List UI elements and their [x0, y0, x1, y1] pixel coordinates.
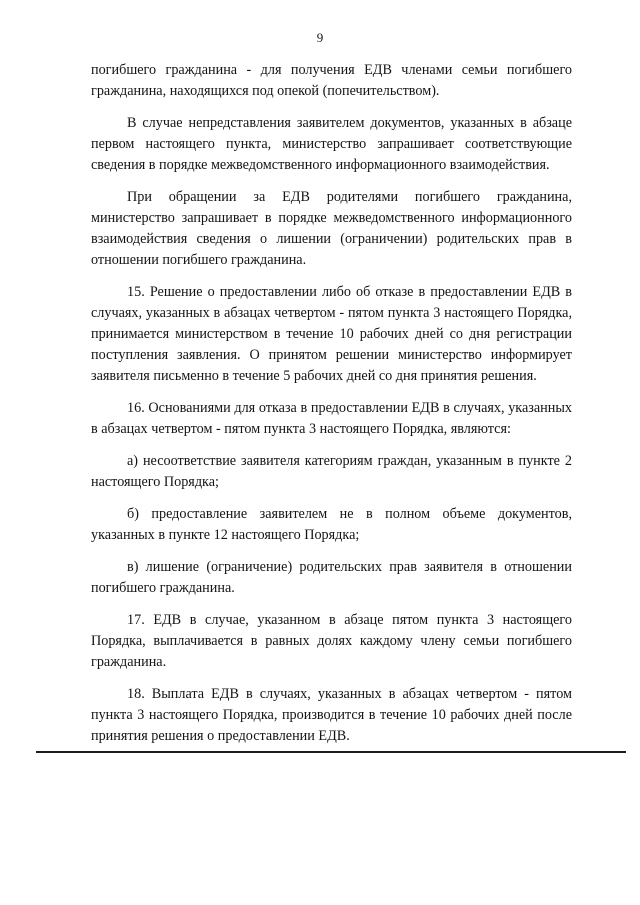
clause-15: 15. Решение о предоставлении либо об отказе в предоставлении ЕДВ в случаях, указанных в абзацах четвертом - пятом пункта 3 настоящего Порядка, принимается министерством в течение 10 рабочих дней со дня регистрации поступления заявления. О принятом решении министерство информирует заявителя письменно в течение 5 рабочих дней со дня принятия решения. — [91, 284, 572, 384]
clause-18: 18. Выплата ЕДВ в случаях, указанных в абзацах четвертом - пятом пункта 3 настоящего Порядка, производится в течение 10 рабочих дней после принятия решения о предоставлении ЕДВ. — [91, 686, 572, 744]
document-body — [91, 60, 572, 758]
clause-17: 17. ЕДВ в случае, указанном в абзаце пятом пункта 3 настоящего Порядка, выплачивается в равных долях каждому члену семьи погибшего гражданина. — [91, 612, 572, 670]
clause-16-item-a: а) несоответствие заявителя категориям граждан, указанным в пункте 2 настоящего Порядка; — [91, 453, 572, 490]
paragraph: В случае непредставления заявителем документов, указанных в абзаце первом настоящего пункта, министерство запрашивает соответствующие сведения в порядке межведомственного информационного взаимодействия. — [91, 115, 572, 173]
clause-16: 16. Основаниями для отказа в предоставлении ЕДВ в случаях, указанных в абзацах четвертом - пятом пункта 3 настоящего Порядка, являются: — [91, 400, 572, 437]
clause-16-item-b: б) предоставление заявителем не в полном объеме документов, указанных в пункте 12 настоящего Порядка; — [91, 506, 572, 543]
page-number: 9 — [316, 30, 324, 45]
paragraph: При обращении за ЕДВ родителями погибшего гражданина, министерство запрашивает в порядке межведомственного информационного взаимодействия сведения о лишении (ограничении) родительских прав в отношении погибшего гражданина. — [91, 189, 572, 268]
horizontal-rule — [36, 751, 626, 753]
clause-16-item-c: в) лишение (ограничение) родительских прав заявителя в отношении погибшего гражданина. — [91, 559, 572, 596]
paragraph-continuation: погибшего гражданина - для получения ЕДВ членами семьи погибшего гражданина, находящихся под опекой (попечительством). — [91, 62, 572, 99]
